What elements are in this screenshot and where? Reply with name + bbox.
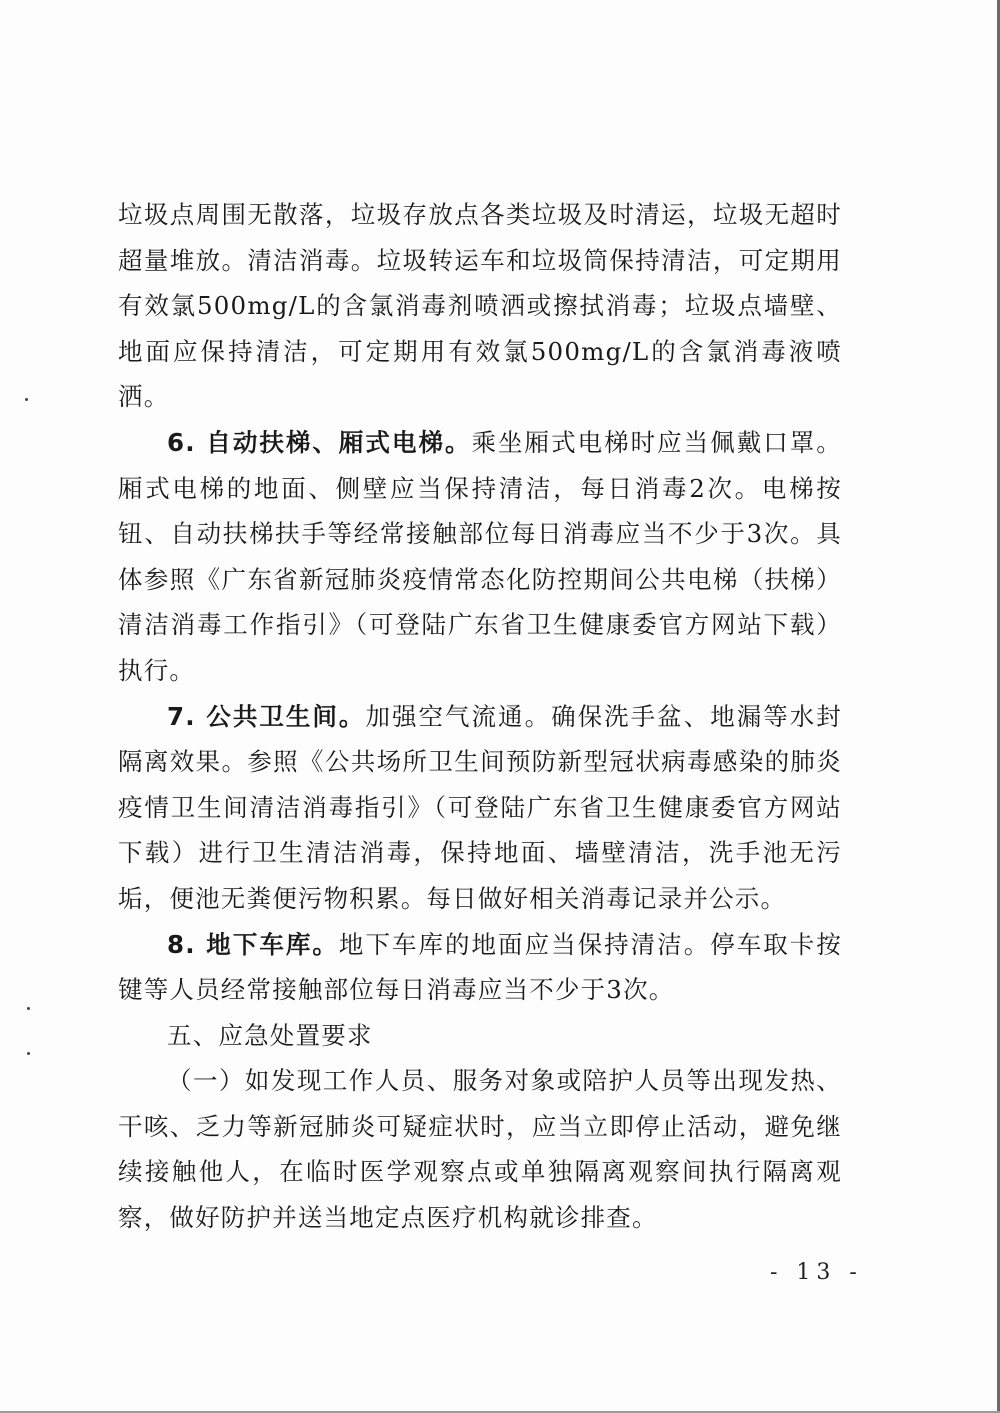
scan-speck [25,398,28,401]
paragraph-text: 垃圾点周围无散落，垃圾存放点各类垃圾及时清运，垃圾无超时超量堆放。清洁消毒。垃圾转运车和垃圾筒保持清洁，可定期用有效氯500mg/L的含氯消毒剂喷洒或擦拭消毒；垃圾点墙壁、地面应保持清洁，可定期用有效氯500mg/L的含氯消毒液喷洒。 [118,200,842,412]
paragraph-text: 地下车库的地面应当保持清洁。停车取卡按键等人员经常接触部位每日消毒应当不少于3次。 [118,929,842,1005]
paragraph-lead-restroom: 7. 公共卫生间。 [167,701,366,731]
paragraph-text: 乘坐厢式电梯时应当佩戴口罩。厢式电梯的地面、侧壁应当保持清洁，每日消毒2次。电梯按钮、自动扶梯扶手等经常接触部位每日消毒应当不少于3次。具体参照《广东省新冠肺炎疫情常态化防控期间公共电梯（扶梯）清洁消毒工作指引》（可登陆广东省卫生健康委官方网站下载）执行。 [118,427,842,685]
page-number: - 13 - [770,1260,863,1285]
scan-speck [27,1007,30,1010]
paragraph-text: 加强空气流通。确保洗手盆、地漏等水封隔离效果。参照《公共场所卫生间预防新型冠状病毒感染的肺炎疫情卫生间清洁消毒指引》（可登陆广东省卫生健康委官方网站下载）进行卫生清洁消毒，保持地面、墙壁清洁，洗手池无污垢，便池无粪便污物积累。每日做好相关消毒记录并公示。 [118,701,842,913]
paragraph-restroom [118,694,842,922]
section-heading: 五、应急处置要求 [167,1020,373,1050]
document-body [118,192,842,1241]
paragraph-lead-elevator: 6. 自动扶梯、厢式电梯。 [167,427,472,457]
paragraph-garbage-continued [118,192,842,420]
paragraph-garage [118,922,842,1013]
paragraph-elevator [118,420,842,694]
paragraph-emergency: （一）如发现工作人员、服务对象或陪护人员等出现发热、干咳、乏力等新冠肺炎可疑症状时，应当立即停止活动，避免继续接触他人，在临时医学观察点或单独隔离观察间执行隔离观察，做好防护并送当地定点医疗机构就诊排查。 [118,1066,842,1233]
scan-speck [27,1052,30,1055]
paragraph-lead-garage: 8. 地下车库。 [167,929,339,959]
